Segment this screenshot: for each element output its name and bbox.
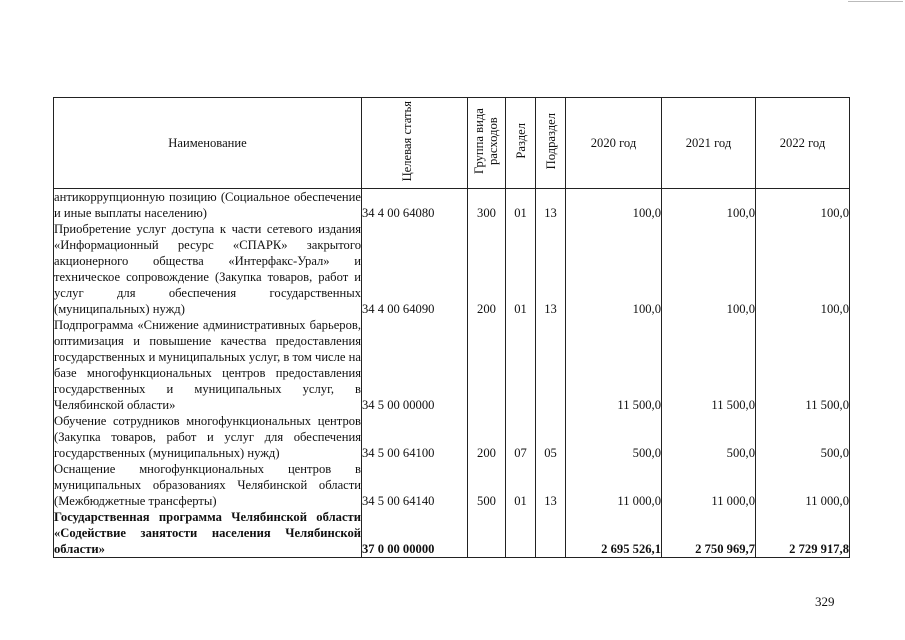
row-2022: 100,0 xyxy=(756,189,850,222)
row-2021: 100,0 xyxy=(662,189,756,222)
row-name: Государственная программа Челябинской области «Содействие занятости населения Челябинской области» xyxy=(54,510,361,556)
row-code: 34 4 00 64080 xyxy=(362,189,468,222)
row-code: 34 5 00 00000 xyxy=(362,317,468,413)
row-code: 34 5 00 64140 xyxy=(362,461,468,509)
row-subsection: 13 xyxy=(536,221,566,317)
table-row xyxy=(54,189,850,222)
row-2020: 100,0 xyxy=(566,189,662,222)
row-2020: 500,0 xyxy=(566,413,662,461)
row-2022: 100,0 xyxy=(756,221,850,317)
row-2021: 11 500,0 xyxy=(662,317,756,413)
row-section: 01 xyxy=(506,461,536,509)
row-group: 300 xyxy=(468,189,506,222)
row-group: 500 xyxy=(468,461,506,509)
row-section: 07 xyxy=(506,413,536,461)
table-row xyxy=(54,317,850,413)
row-2022: 11 000,0 xyxy=(756,461,850,509)
row-group: 200 xyxy=(468,413,506,461)
table-header xyxy=(54,98,850,189)
table-row xyxy=(54,509,850,558)
header-expense-group: Группа вида расходов xyxy=(468,98,506,189)
row-name: Приобретение услуг доступа к части сетевого издания «Информационный ресурс «СПАРК» закрытого акционерного общества «Интерфакс-Урал» и техническое сопровождение (Закупка товаров, работ и услуг для обеспечения государственных (муниципальных) нужд) xyxy=(54,222,361,316)
row-group xyxy=(468,509,506,558)
row-section xyxy=(506,317,536,413)
row-2022: 500,0 xyxy=(756,413,850,461)
row-group: 200 xyxy=(468,221,506,317)
page-number: 329 xyxy=(815,594,835,609)
row-name: антикоррупционную позицию (Социальное обеспечение и иные выплаты населению) xyxy=(54,190,361,220)
row-section xyxy=(506,509,536,558)
row-2020: 11 000,0 xyxy=(566,461,662,509)
row-2020: 100,0 xyxy=(566,221,662,317)
row-2021: 100,0 xyxy=(662,221,756,317)
row-2021: 11 000,0 xyxy=(662,461,756,509)
corner-mark xyxy=(848,1,903,2)
row-2021: 2 750 969,7 xyxy=(662,509,756,558)
row-2022: 11 500,0 xyxy=(756,317,850,413)
row-2020: 11 500,0 xyxy=(566,317,662,413)
row-subsection xyxy=(536,509,566,558)
header-2020: 2020 год xyxy=(566,98,662,189)
header-2021: 2021 год xyxy=(662,98,756,189)
header-subsection: Подраздел xyxy=(536,98,566,189)
row-section: 01 xyxy=(506,189,536,222)
row-2021: 500,0 xyxy=(662,413,756,461)
header-section: Раздел xyxy=(506,98,536,189)
header-target-article: Целевая статья xyxy=(362,98,468,189)
row-code: 37 0 00 00000 xyxy=(362,509,468,558)
row-name: Обучение сотрудников многофункциональных центров (Закупка товаров, работ и услуг для обеспечения государственных (муниципальных) нужд) xyxy=(54,414,361,460)
table-row xyxy=(54,413,850,461)
row-subsection: 05 xyxy=(536,413,566,461)
header-name: Наименование xyxy=(54,98,362,189)
row-2020: 2 695 526,1 xyxy=(566,509,662,558)
row-code: 34 5 00 64100 xyxy=(362,413,468,461)
row-name: Оснащение многофункциональных центров в муниципальных образованиях Челябинской области (Межбюджетные трансферты) xyxy=(54,462,361,508)
table-row xyxy=(54,221,850,317)
row-code: 34 4 00 64090 xyxy=(362,221,468,317)
row-subsection xyxy=(536,317,566,413)
header-2022: 2022 год xyxy=(756,98,850,189)
row-subsection: 13 xyxy=(536,189,566,222)
row-group xyxy=(468,317,506,413)
table-row xyxy=(54,461,850,509)
budget-table xyxy=(53,97,850,558)
row-section: 01 xyxy=(506,221,536,317)
row-name: Подпрограмма «Снижение административных барьеров, оптимизация и повышение качества предоставления государственных и муниципальных услуг, в том числе на базе многофункциональных центров предоставления государственных и муниципальных услуг, в Челябинской области» xyxy=(54,318,361,412)
row-subsection: 13 xyxy=(536,461,566,509)
row-2022: 2 729 917,8 xyxy=(756,509,850,558)
